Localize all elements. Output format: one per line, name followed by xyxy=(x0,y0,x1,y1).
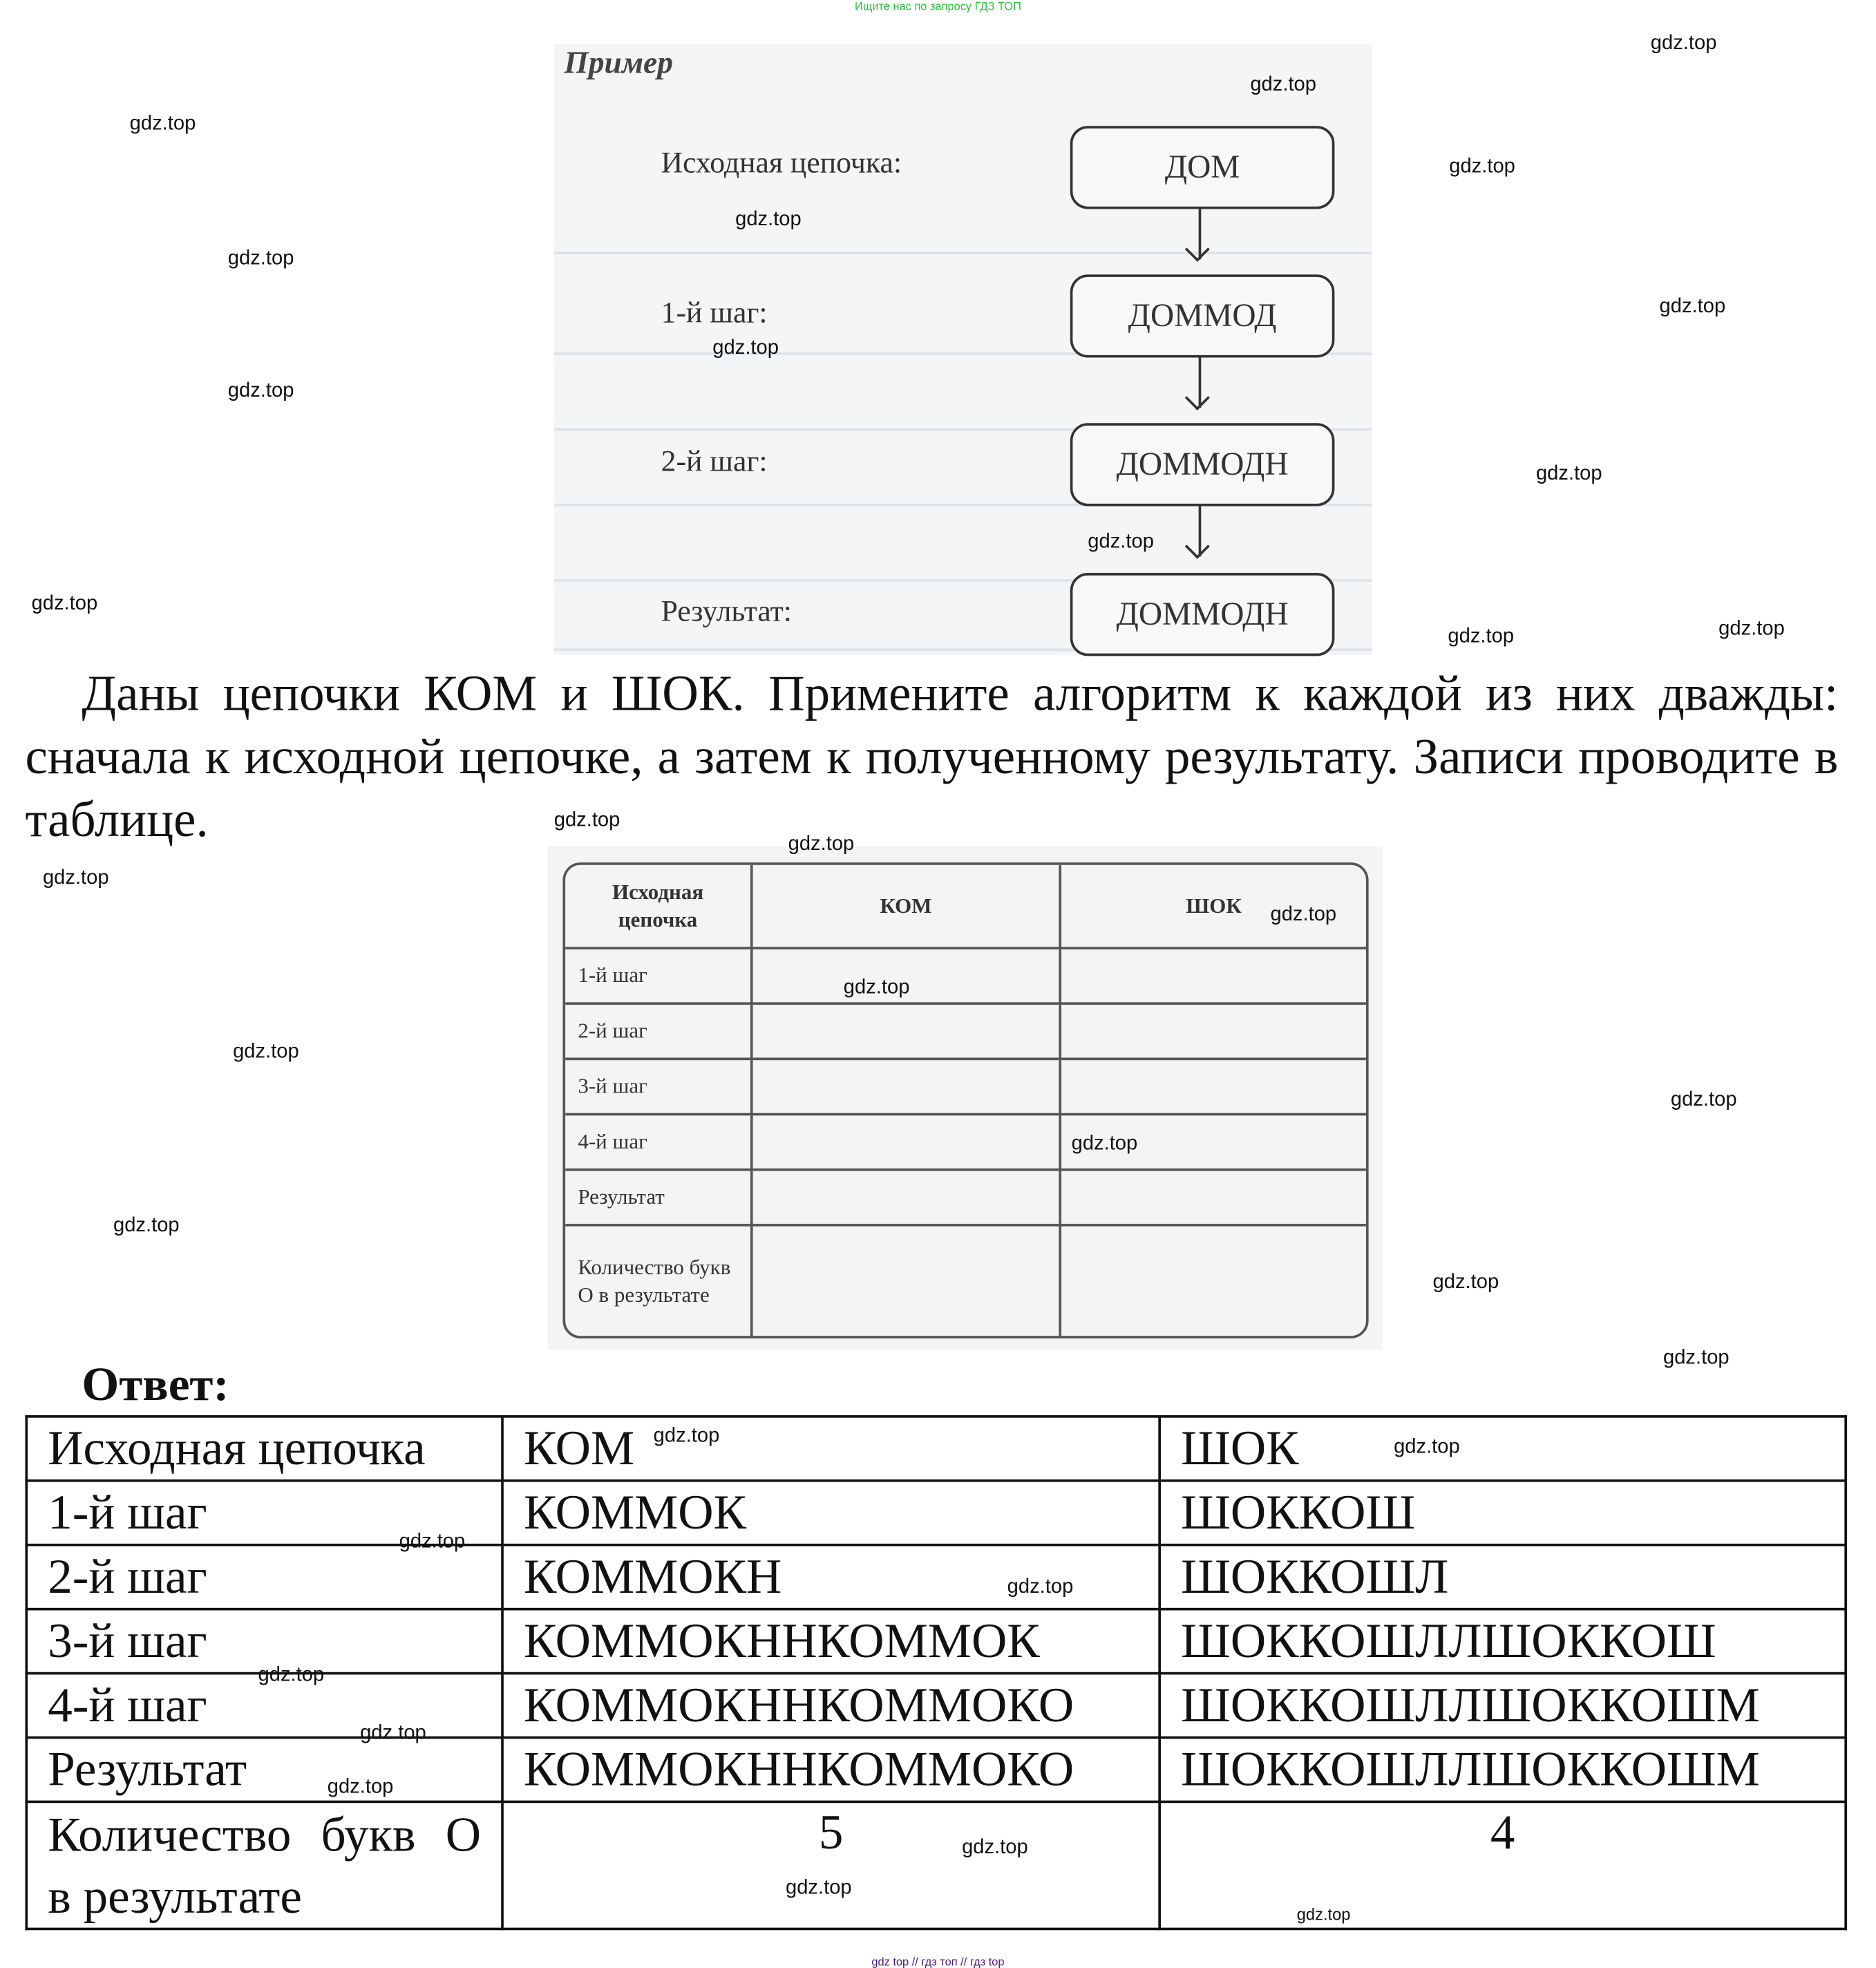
watermark: gdz.top xyxy=(653,1425,720,1447)
cell: КОММОКННКОММОК xyxy=(502,1609,1159,1674)
table-row-label: 3-й шаг xyxy=(565,1059,752,1114)
table-row-label: Результат xyxy=(565,1170,752,1225)
task-text: Даны цепочки КОМ и ШОК. Примените алгоритм к каждой из них дважды: сначала к исходной цепочке, а затем к полученному результату. Записи проводите в таблице. xyxy=(25,665,1839,848)
watermark: gdz.top xyxy=(1718,618,1785,640)
watermark: gdz.top xyxy=(1088,531,1154,553)
cell: 4-й шаг xyxy=(26,1674,502,1738)
table-row xyxy=(26,1545,1846,1609)
table-row xyxy=(26,1481,1846,1545)
example-box: ДОММОДН xyxy=(1070,573,1335,656)
example-box: ДОММОДН xyxy=(1070,423,1335,506)
footer: gdz top // гдз топ // гдз top xyxy=(871,1955,1005,1968)
cell: КОММОК xyxy=(502,1481,1159,1545)
example-box: ДОМ xyxy=(1070,126,1335,209)
watermark: gdz.top xyxy=(788,833,855,855)
cell: 1-й шаг xyxy=(26,1481,502,1545)
cell: 2-й шаг xyxy=(26,1545,502,1609)
watermark: gdz.top xyxy=(962,1837,1028,1859)
cell: Количество букв О в результате xyxy=(26,1801,502,1929)
cell: Исходная цепочка xyxy=(26,1417,502,1481)
watermark: gdz.top xyxy=(42,867,109,889)
watermark: gdz.top xyxy=(1394,1437,1460,1458)
table-row xyxy=(26,1801,1846,1929)
watermark: gdz.top xyxy=(1270,904,1337,926)
table-header: ШОК xyxy=(1060,865,1366,948)
cell: ШОККОШЛЛШОККОШМ xyxy=(1159,1674,1846,1738)
watermark: gdz.top xyxy=(360,1722,426,1744)
watermark: gdz.top xyxy=(785,1877,852,1899)
table-row xyxy=(26,1737,1846,1801)
watermark: gdz.top xyxy=(31,593,98,615)
cell: КОММОКННКОММОКО xyxy=(502,1674,1159,1738)
book-table xyxy=(562,862,1368,1338)
table-row-label: 1-й шаг xyxy=(565,948,752,1003)
table-header: Исходная цепочка xyxy=(565,865,752,948)
arrow-down-icon xyxy=(1199,506,1202,556)
arrow-down-icon xyxy=(1199,357,1202,408)
cell: ШОККОШЛ xyxy=(1159,1545,1846,1609)
table-row xyxy=(26,1417,1846,1481)
example-label: Исходная цепочка: xyxy=(661,147,902,180)
watermark: gdz.top xyxy=(1535,463,1602,485)
watermark: gdz.top xyxy=(1250,74,1316,96)
watermark: gdz.top xyxy=(1449,155,1515,178)
cell: 5 xyxy=(502,1801,1159,1929)
watermark: gdz.top xyxy=(1007,1576,1074,1598)
example-label: 2-й шаг: xyxy=(661,446,768,479)
example-label: 1-й шаг: xyxy=(661,297,768,330)
cell: КОМ xyxy=(502,1417,1159,1481)
watermark: gdz.top xyxy=(735,209,802,231)
cell: КОММОКННКОММОКО xyxy=(502,1737,1159,1801)
example-figure xyxy=(554,44,1372,655)
cell: Результат xyxy=(26,1737,502,1801)
watermark: gdz.top xyxy=(1448,625,1515,647)
watermark: gdz.top xyxy=(1432,1271,1499,1294)
cell: ШОК xyxy=(1159,1417,1846,1481)
example-box: ДОММОД xyxy=(1070,274,1335,357)
cell: 3-й шаг xyxy=(26,1609,502,1674)
arrow-down-icon xyxy=(1199,209,1202,259)
watermark: gdz.top xyxy=(712,337,779,359)
watermark: gdz.top xyxy=(113,1215,180,1237)
watermark: gdz.top xyxy=(1659,296,1726,318)
watermark: gdz.top xyxy=(399,1531,466,1553)
watermark: gdz.top xyxy=(843,976,910,999)
table-row-label: 2-й шаг xyxy=(565,1003,752,1059)
cell: 4 xyxy=(1159,1801,1846,1929)
cell: ШОККОШЛЛШОККОШ xyxy=(1159,1609,1846,1674)
watermark: gdz.top xyxy=(227,380,294,402)
table-row-label: Количество букв О в результате xyxy=(565,1225,752,1336)
watermark: gdz.top xyxy=(1662,1347,1730,1369)
watermark: gdz.top xyxy=(1071,1133,1138,1155)
cell: ШОККОШ xyxy=(1159,1481,1846,1545)
watermark: gdz.top xyxy=(129,113,196,135)
example-label: Результат: xyxy=(661,595,792,629)
table-row-label: 4-й шаг xyxy=(565,1115,752,1170)
watermark: gdz.top xyxy=(1670,1089,1737,1111)
table-header: КОМ xyxy=(752,865,1060,948)
cell: ШОККОШЛЛШОККОШМ xyxy=(1159,1737,1846,1801)
answer-title: Ответ: xyxy=(82,1359,229,1412)
watermark: gdz.top xyxy=(227,247,294,269)
example-title: Пример xyxy=(564,46,674,81)
watermark: gdz.top xyxy=(233,1041,299,1063)
watermark: gdz.top xyxy=(553,809,620,831)
watermark: gdz.top xyxy=(258,1664,325,1686)
watermark: gdz.top xyxy=(1296,1904,1351,1924)
cell: КОММОКН xyxy=(502,1545,1159,1609)
watermark: gdz.top xyxy=(1650,32,1717,55)
top-note: Ищите нас по запросу ГДЗ ТОП xyxy=(855,0,1021,13)
watermark: gdz.top xyxy=(327,1776,394,1798)
